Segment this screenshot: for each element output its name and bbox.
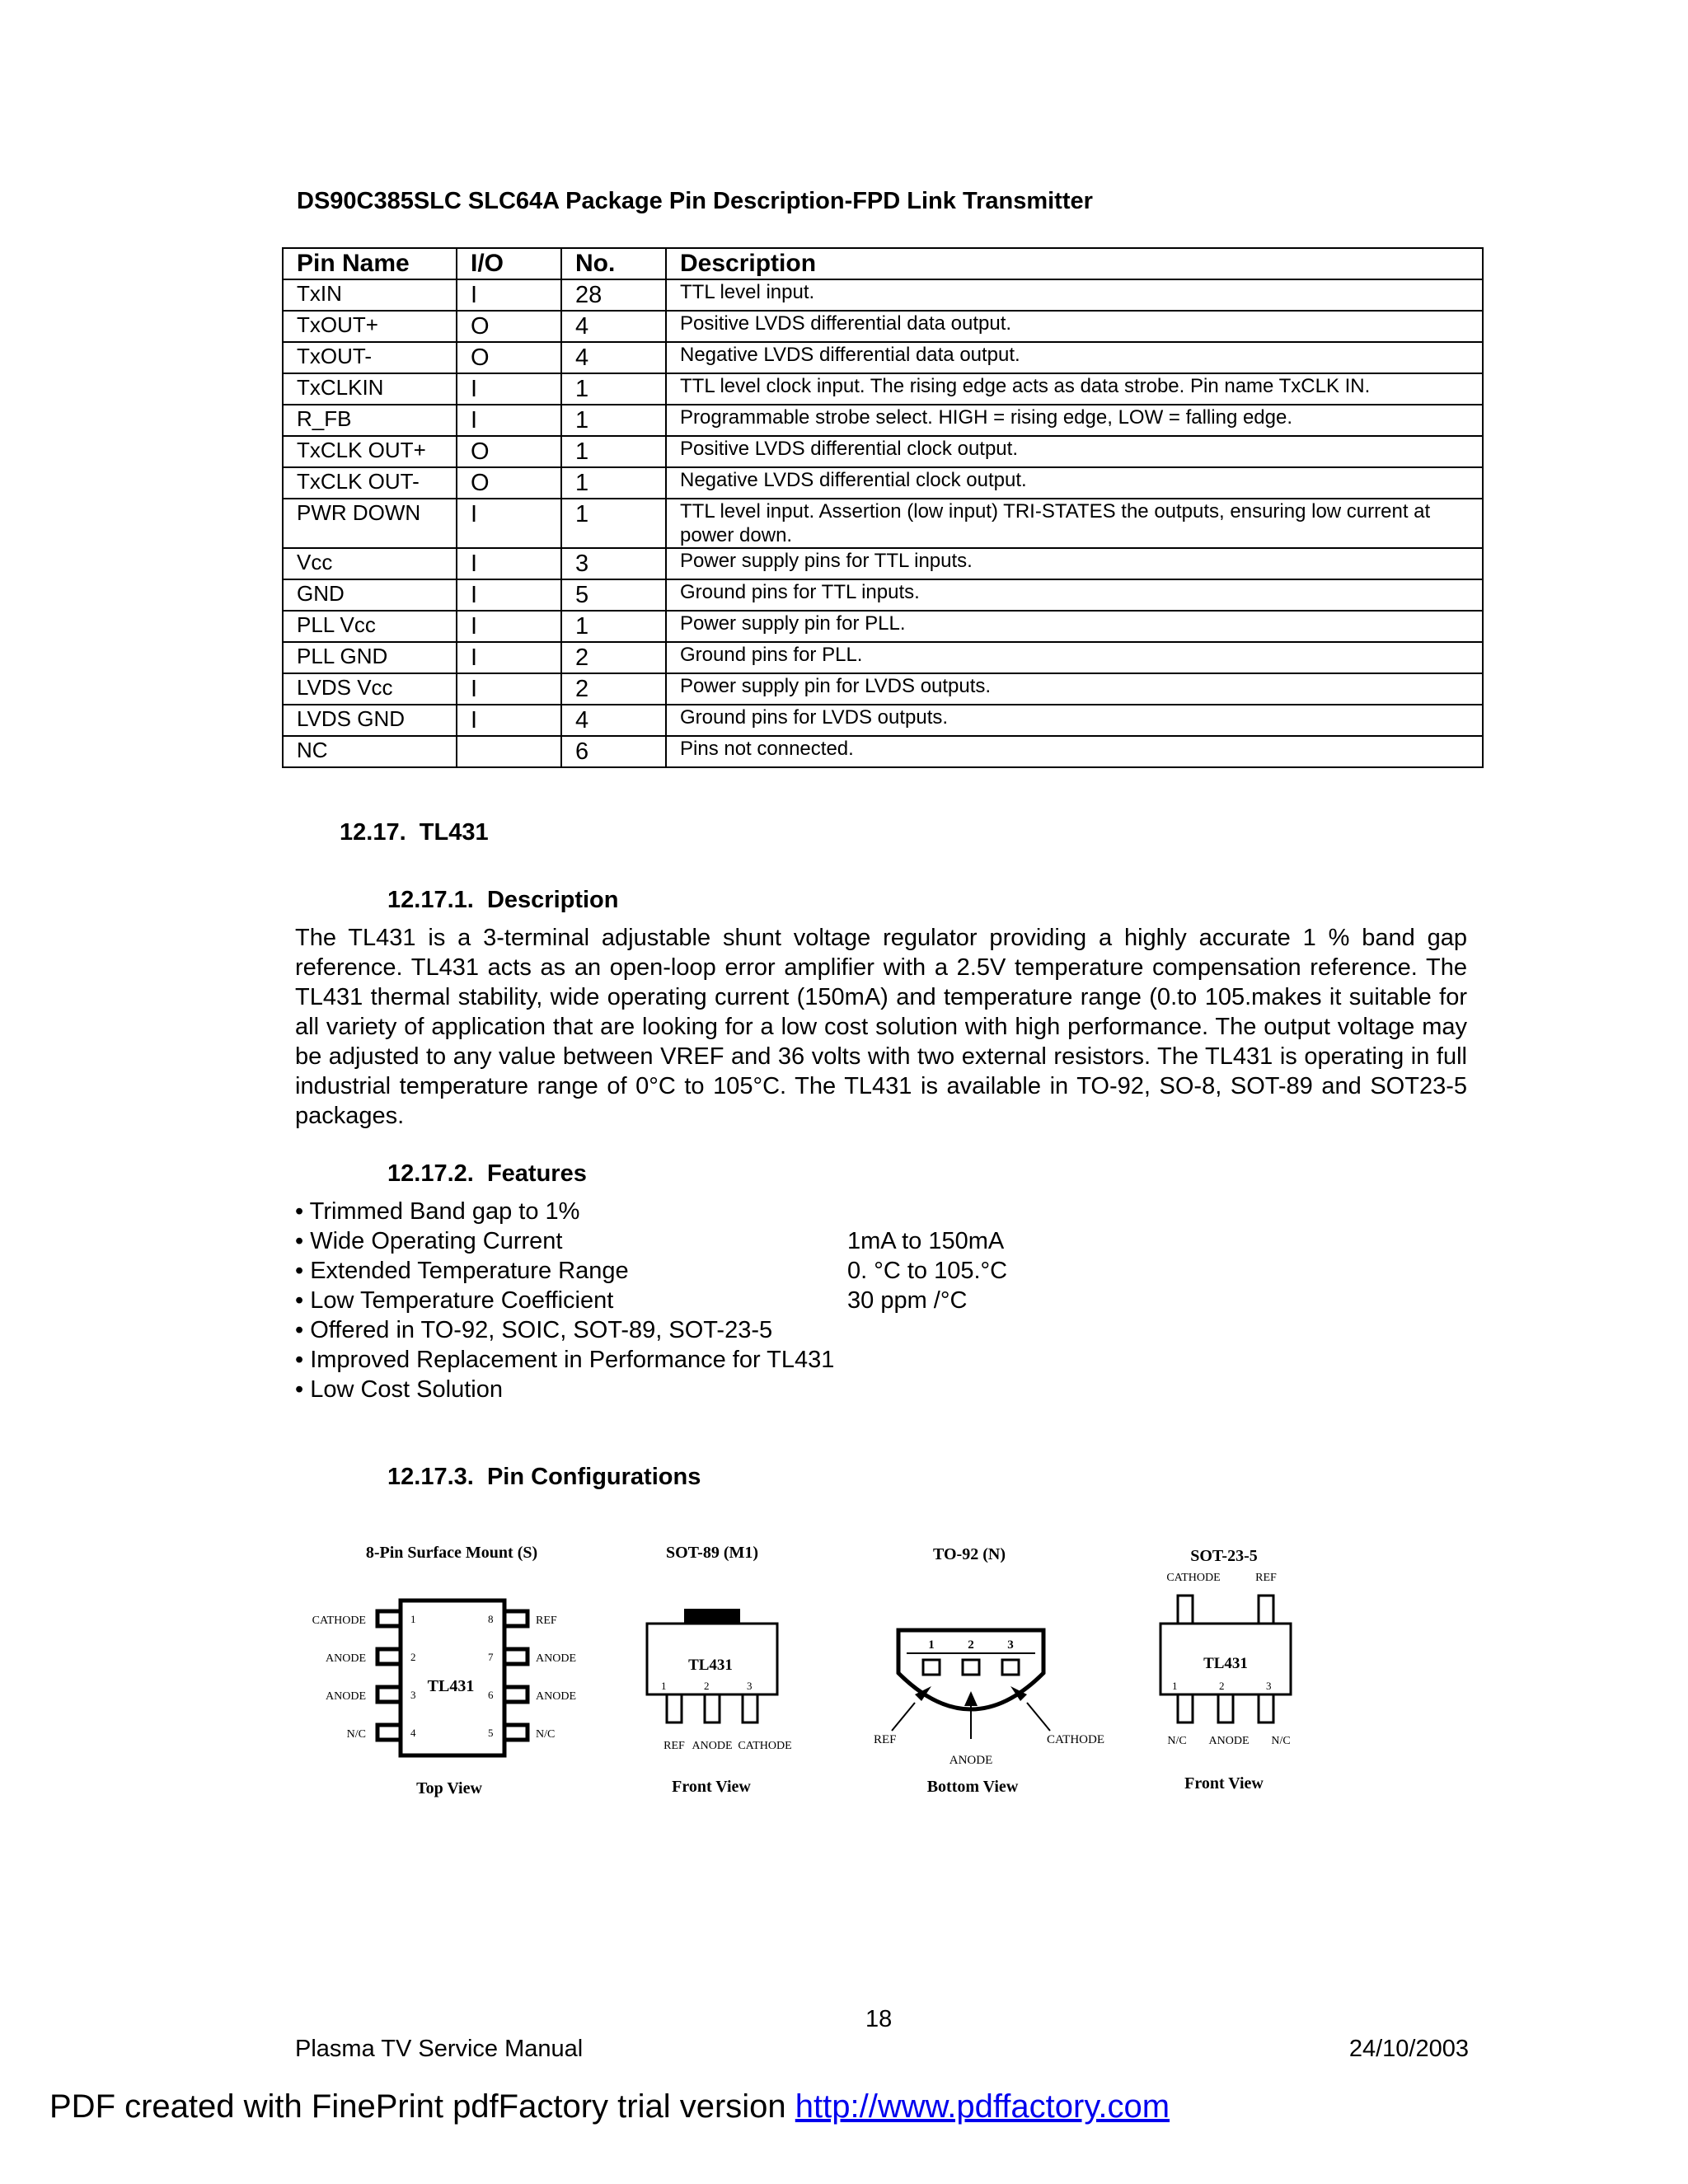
so8-left-pin-number: 1	[410, 1613, 416, 1625]
table-row	[283, 499, 1483, 548]
so8-right-pin	[504, 1725, 528, 1740]
to92-pin-pad	[963, 1660, 979, 1675]
to92-ref-label: REF	[874, 1733, 897, 1746]
header-pin-name: Pin Name	[283, 248, 457, 279]
pin-io-cell: I	[457, 405, 561, 436]
pin-name-cell: TxCLK OUT+	[283, 436, 457, 467]
pin-io-cell: O	[457, 467, 561, 499]
feature-value: 0. °C to 105.°C	[847, 1258, 1008, 1284]
footer-date: 24/10/2003	[1348, 2036, 1469, 2062]
so8-title: 8-Pin Surface Mount (S)	[365, 1544, 538, 1562]
pin-name-cell: R_FB	[283, 405, 457, 436]
pin-count-cell: 4	[561, 342, 666, 373]
to92-pin-pad	[1002, 1660, 1019, 1675]
pin-name-cell: TxOUT-	[283, 342, 457, 373]
pin-name-cell: PLL Vcc	[283, 611, 457, 642]
list-item	[295, 1345, 834, 1375]
feature-label: • Wide Operating Current	[295, 1228, 563, 1254]
to92-cathode-pointer	[1027, 1703, 1050, 1731]
pin-description-cell: Power supply pin for LVDS outputs.	[666, 673, 1483, 705]
pin-count-cell: 28	[561, 279, 666, 311]
pin-io-cell	[457, 736, 561, 767]
sot89-pin-number: 2	[704, 1680, 710, 1692]
section-heading	[340, 819, 489, 846]
table-row	[283, 736, 1483, 767]
pin-count-cell: 1	[561, 436, 666, 467]
sot23-bottom-pin-label: ANODE	[1208, 1735, 1250, 1747]
list-item	[295, 1375, 834, 1404]
so8-right-pin-number: 6	[488, 1689, 494, 1701]
sot23-top-pin-label: REF	[1255, 1572, 1277, 1584]
pin-description-cell: Power supply pins for TTL inputs.	[666, 548, 1483, 579]
sot89-tab	[684, 1609, 740, 1624]
to92-title: TO-92 (N)	[933, 1545, 1006, 1563]
features-number: 12.17.2.	[387, 1160, 474, 1187]
table-header-row	[283, 248, 1483, 279]
sot23-view-label: Front View	[1184, 1774, 1264, 1793]
sot89-pin-lead	[705, 1694, 720, 1722]
to92-package	[874, 1545, 1104, 1796]
table-row	[283, 373, 1483, 405]
pin-name-cell: LVDS GND	[283, 705, 457, 736]
pin-io-cell: O	[457, 436, 561, 467]
sot23-bottom-pin-lead	[1178, 1694, 1193, 1722]
pin-name-cell: TxCLKIN	[283, 373, 457, 405]
package-diagrams-svg	[280, 1533, 1335, 1805]
so8-left-pin	[377, 1611, 401, 1626]
feature-label: • Improved Replacement in Performance for TL431	[295, 1347, 835, 1373]
to92-view-label: Bottom View	[926, 1778, 1019, 1796]
pin-description-cell: Pins not connected.	[666, 736, 1483, 767]
sot23-bottom-pin-lead	[1218, 1694, 1233, 1722]
pin-io-cell: I	[457, 673, 561, 705]
so8-left-pin-number: 3	[410, 1689, 416, 1701]
pin-description-cell: Programmable strobe select. HIGH = rising edge, LOW = falling edge.	[666, 405, 1483, 436]
pin-name-cell: NC	[283, 736, 457, 767]
feature-label: • Extended Temperature Range	[295, 1258, 629, 1284]
pin-description-cell: TTL level input.	[666, 279, 1483, 311]
sot23-top-pin-lead	[1178, 1596, 1193, 1624]
header-io: I/O	[457, 248, 561, 279]
sot89-pin-number: 3	[747, 1680, 753, 1692]
pin-count-cell: 1	[561, 467, 666, 499]
pin-count-cell: 5	[561, 579, 666, 611]
sot23-title: SOT-23-5	[1190, 1547, 1258, 1565]
so8-left-pin	[377, 1687, 401, 1702]
pin-io-cell: I	[457, 548, 561, 579]
table-row	[283, 548, 1483, 579]
so8-left-pin-label: ANODE	[326, 1690, 366, 1703]
sot23-bottom-pin-number: 1	[1172, 1680, 1178, 1692]
pin-io-cell: O	[457, 311, 561, 342]
pin-io-cell: I	[457, 579, 561, 611]
to92-pin-number: 2	[968, 1638, 974, 1652]
pin-description-table	[282, 247, 1484, 768]
pin-description-cell: Ground pins for TTL inputs.	[666, 579, 1483, 611]
pin-name-cell: TxCLK OUT-	[283, 467, 457, 499]
pin-config-heading	[387, 1464, 701, 1491]
pin-name-cell: LVDS Vcc	[283, 673, 457, 705]
so8-left-pin-number: 4	[410, 1727, 416, 1739]
sot23-bottom-pin-lead	[1259, 1694, 1273, 1722]
pin-table-body	[283, 279, 1483, 767]
pin-count-cell: 4	[561, 705, 666, 736]
sot89-chip-label: TL431	[688, 1657, 733, 1674]
sot89-pin-label: ANODE	[692, 1740, 733, 1752]
pin-count-cell: 1	[561, 405, 666, 436]
sot89-title: SOT-89 (M1)	[665, 1544, 759, 1562]
table-row	[283, 467, 1483, 499]
pin-config-number: 12.17.3.	[387, 1464, 474, 1490]
pin-io-cell: I	[457, 499, 561, 548]
so8-right-pin	[504, 1649, 528, 1664]
sot23-bottom-pin-label: N/C	[1167, 1735, 1187, 1747]
pin-configuration-diagrams	[280, 1533, 1335, 1805]
pin-description-cell: Negative LVDS differential data output.	[666, 342, 1483, 373]
so8-right-pin	[504, 1687, 528, 1702]
pin-count-cell: 1	[561, 611, 666, 642]
so8-left-pin	[377, 1649, 401, 1664]
so8-right-pin-number: 7	[488, 1651, 494, 1663]
table-row	[283, 342, 1483, 373]
pin-count-cell: 3	[561, 548, 666, 579]
pin-count-cell: 1	[561, 373, 666, 405]
pin-description-cell: Positive LVDS differential data output.	[666, 311, 1483, 342]
pin-name-cell: TxIN	[283, 279, 457, 311]
pin-name-cell: Vcc	[283, 548, 457, 579]
pin-io-cell: I	[457, 373, 561, 405]
pin-description-cell: Ground pins for LVDS outputs.	[666, 705, 1483, 736]
table-row	[283, 405, 1483, 436]
table-row	[283, 579, 1483, 611]
description-title: Description	[486, 887, 619, 913]
so8-right-pin-label: N/C	[536, 1728, 556, 1741]
so8-right-pin-number: 8	[488, 1613, 494, 1625]
pin-name-cell: TxOUT+	[283, 311, 457, 342]
feature-label: • Low Temperature Coefficient	[295, 1287, 614, 1314]
sot23-top-pin-lead	[1259, 1596, 1273, 1624]
to92-anode-label: ANODE	[949, 1754, 993, 1767]
sot23-bottom-pin-label: N/C	[1271, 1735, 1291, 1747]
list-item	[295, 1197, 834, 1226]
pin-name-cell: PWR DOWN	[283, 499, 457, 548]
table-row	[283, 311, 1483, 342]
page-number: 18	[865, 2006, 893, 2032]
description-number: 12.17.1.	[387, 887, 474, 913]
pin-count-cell: 2	[561, 673, 666, 705]
pin-count-cell: 6	[561, 736, 666, 767]
features-list	[295, 1197, 1008, 1404]
to92-pin-number: 1	[928, 1638, 935, 1652]
sot89-pin-label: CATHODE	[738, 1740, 792, 1752]
pin-io-cell: I	[457, 611, 561, 642]
table-row	[283, 611, 1483, 642]
pin-io-cell: O	[457, 342, 561, 373]
sot23-chip-label: TL431	[1203, 1655, 1248, 1672]
pin-io-cell: I	[457, 705, 561, 736]
so8-right-pin-label: ANODE	[536, 1652, 576, 1665]
pin-count-cell: 1	[561, 499, 666, 548]
section-title: TL431	[419, 819, 489, 846]
table-row	[283, 279, 1483, 311]
description-heading	[387, 887, 618, 914]
so8-right-pin	[504, 1611, 528, 1626]
pin-description-cell: TTL level input. Assertion (low input) TRI-STATES the outputs, ensuring low current at power down.	[666, 499, 1483, 548]
pin-description-cell: Negative LVDS differential clock output.	[666, 467, 1483, 499]
pin-io-cell: I	[457, 279, 561, 311]
list-item	[295, 1286, 968, 1315]
pin-name-cell: PLL GND	[283, 642, 457, 673]
feature-value: 1mA to 150mA	[847, 1228, 1005, 1254]
pin-description-cell: TTL level clock input. The rising edge acts as data strobe. Pin name TxCLK IN.	[666, 373, 1483, 405]
description-paragraph: The TL431 is a 3-terminal adjustable shunt voltage regulator providing a highly accurate 1 % band gap reference. TL431 acts as an open-loop error amplifier with a 2.5V temperature compensation reference. The TL431 thermal stability, wide operating current (150mA) and temperature range (0.to 105.makes it suitable for all variety of application that are looking for a low cost solution with high performance. The output voltage may be adjusted to any value between VREF and 36 volts with two external resistors. The TL431 is operating in full industrial temperature range of 0°C to 105°C. The TL431 is available in TO-92, SO-8, SOT-89 and SOT23-5 packages.	[295, 925, 1467, 1129]
feature-label: • Trimmed Band gap to 1%	[295, 1198, 580, 1225]
features-heading	[387, 1160, 587, 1188]
table-row	[283, 436, 1483, 467]
features-title: Features	[486, 1160, 587, 1187]
sot89-pin-number: 1	[661, 1680, 667, 1692]
sot89-pin-label: REF	[663, 1740, 685, 1752]
so8-chip-label: TL431	[427, 1677, 475, 1695]
footer-manual-title: Plasma TV Service Manual	[295, 2036, 584, 2062]
feature-label: • Low Cost Solution	[295, 1376, 503, 1403]
so8-right-pin-label: REF	[536, 1615, 557, 1627]
so8-left-pin-label: N/C	[346, 1728, 366, 1741]
list-item	[295, 1315, 834, 1345]
to92-pin-number: 3	[1007, 1638, 1014, 1652]
sot23-top-pin-label: CATHODE	[1166, 1572, 1221, 1584]
pin-description-cell: Power supply pin for PLL.	[666, 611, 1483, 642]
so8-left-pin-label: CATHODE	[312, 1615, 366, 1627]
list-item	[295, 1256, 1008, 1286]
pin-count-cell: 4	[561, 311, 666, 342]
header-description: Description	[666, 248, 1483, 279]
sot89-pin-lead	[667, 1694, 682, 1722]
table-row	[283, 673, 1483, 705]
section-number: 12.17.	[340, 819, 406, 846]
pin-table-title: DS90C385SLC SLC64A Package Pin Description-FPD Link Transmitter	[297, 188, 1093, 214]
to92-ref-pointer	[892, 1703, 915, 1731]
sot89-pin-lead	[743, 1694, 757, 1722]
so8-package	[312, 1544, 576, 1797]
table-row	[283, 642, 1483, 673]
so8-view-label: Top View	[416, 1779, 482, 1797]
header-number: No.	[561, 248, 666, 279]
to92-pin-pad	[923, 1660, 940, 1675]
sot23-package	[1160, 1547, 1291, 1793]
feature-value: 30 ppm /°C	[847, 1287, 968, 1314]
so8-left-pin-label: ANODE	[326, 1652, 366, 1665]
pin-description-cell: Ground pins for PLL.	[666, 642, 1483, 673]
so8-right-pin-number: 5	[488, 1727, 494, 1739]
so8-left-pin-number: 2	[410, 1651, 416, 1663]
to92-cathode-label: CATHODE	[1047, 1733, 1104, 1746]
pin-count-cell: 2	[561, 642, 666, 673]
table-row	[283, 705, 1483, 736]
pin-description-cell: Positive LVDS differential clock output.	[666, 436, 1483, 467]
pdf-banner	[49, 2088, 1170, 2125]
pin-config-title: Pin Configurations	[486, 1464, 701, 1490]
pdffactory-link[interactable]: http://www.pdffactory.com	[795, 2088, 1170, 2125]
list-item	[295, 1226, 1005, 1256]
pdf-banner-text: PDF created with FinePrint pdfFactory trial version	[49, 2088, 795, 2125]
sot89-package	[647, 1544, 792, 1796]
feature-label: • Offered in TO-92, SOIC, SOT-89, SOT-23-5	[295, 1317, 773, 1343]
sot23-bottom-pin-number: 3	[1266, 1680, 1272, 1692]
sot23-bottom-pin-number: 2	[1219, 1680, 1225, 1692]
so8-right-pin-label: ANODE	[536, 1690, 576, 1703]
so8-left-pin	[377, 1725, 401, 1740]
sot89-view-label: Front View	[672, 1778, 751, 1796]
pin-name-cell: GND	[283, 579, 457, 611]
pin-io-cell: I	[457, 642, 561, 673]
